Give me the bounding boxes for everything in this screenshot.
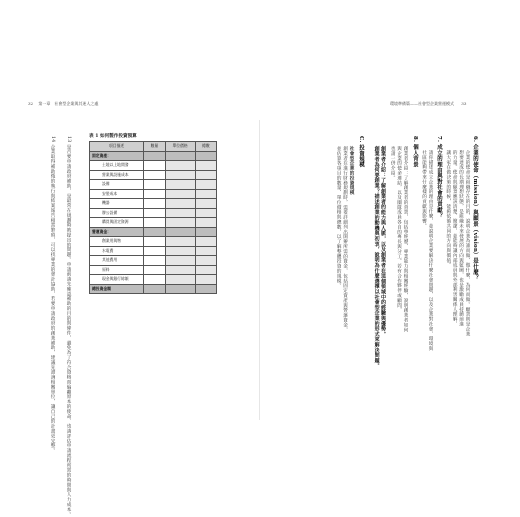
row-cell bbox=[165, 208, 195, 218]
row-cell bbox=[144, 246, 165, 256]
row-label: 機器 bbox=[90, 199, 144, 209]
row-cell bbox=[144, 227, 165, 237]
table-row bbox=[90, 218, 217, 228]
table-header-row bbox=[90, 142, 217, 152]
row-cell bbox=[195, 208, 216, 218]
row-label: 土地以上地開發 bbox=[90, 161, 144, 171]
investment-budget-table bbox=[89, 141, 217, 294]
row-cell bbox=[195, 256, 216, 266]
table-row bbox=[90, 170, 217, 180]
footnote-13: 13 是否要申請政府補助，是最常在規劃時被提出的問題。申請前請先確認補助的目的與條件，避免為了符合資格而偏離原本的使命，也請評估申請流程所需的時間與人力成本。 bbox=[66, 136, 71, 517]
table-row bbox=[90, 208, 217, 218]
row-cell bbox=[165, 151, 195, 161]
left-running-title: 第一章 社會型企業與其迷人之處 bbox=[38, 101, 99, 106]
row-label: 創業用與物 bbox=[90, 237, 144, 247]
row-label: 購買與固定資源 bbox=[90, 218, 144, 228]
row-label: 營運資金： bbox=[90, 227, 144, 237]
row-cell bbox=[165, 284, 195, 294]
row-cell bbox=[195, 161, 216, 171]
row-cell bbox=[165, 275, 195, 285]
row-cell bbox=[144, 275, 165, 285]
table-title: 表 1 如何製作投資預算 bbox=[89, 134, 137, 139]
row-cell bbox=[144, 208, 165, 218]
row-cell bbox=[144, 180, 165, 190]
col-header-unit-price: 單位價格 bbox=[165, 142, 195, 152]
row-cell bbox=[195, 189, 216, 199]
row-cell bbox=[144, 256, 165, 266]
section-c-body: 社會型企業的投資規模 創業者在進行財務規劃時，需要詳細列出開辦所需的資金，包括固定資產與營運資金， 並估算各項目的數量、單位價格與總數，以了解整體投資的規模。 bbox=[336, 146, 354, 333]
row-label: 固定資產： bbox=[90, 151, 144, 161]
row-cell bbox=[195, 180, 216, 190]
table-row bbox=[90, 275, 217, 285]
row-cell bbox=[144, 265, 165, 275]
row-cell bbox=[165, 199, 195, 209]
row-cell bbox=[144, 237, 165, 247]
row-label: 安裝成本 bbox=[90, 189, 144, 199]
col-header-item: 項目描述 bbox=[90, 142, 144, 152]
row-cell bbox=[165, 180, 195, 190]
row-label: 營業與設施成本 bbox=[90, 170, 144, 180]
row-cell bbox=[195, 275, 216, 285]
row-label: 水電費 bbox=[90, 246, 144, 256]
row-cell bbox=[144, 284, 165, 294]
row-label: 設備 bbox=[90, 180, 144, 190]
row-cell bbox=[195, 237, 216, 247]
section-c-title: C. 投資規模 bbox=[358, 136, 364, 168]
row-cell bbox=[144, 161, 165, 171]
row-label: 其他費用 bbox=[90, 256, 144, 266]
table-row bbox=[90, 189, 217, 199]
row-cell bbox=[165, 218, 195, 228]
section-8-extra: 創業者介紹：了解創業者的能力與人脈，以及創業者在這個領域中的經驗與優勢。 創業者為何要創業？描述創業的動機與初衷，說明為什麼選擇以社會型企業的形式來解決問題。 bbox=[373, 146, 386, 369]
row-cell bbox=[144, 218, 165, 228]
table-row bbox=[90, 256, 217, 266]
row-cell bbox=[144, 199, 165, 209]
table-row bbox=[90, 161, 217, 171]
row-cell bbox=[195, 170, 216, 180]
table-row bbox=[90, 180, 217, 190]
row-cell bbox=[195, 199, 216, 209]
row-cell bbox=[165, 227, 195, 237]
row-label: 總投資金額 bbox=[90, 284, 144, 294]
row-cell bbox=[195, 265, 216, 275]
row-cell bbox=[195, 246, 216, 256]
row-cell bbox=[165, 170, 195, 180]
row-label: 現金與銀行餘額 bbox=[90, 275, 144, 285]
table-row bbox=[90, 265, 217, 275]
row-cell bbox=[195, 218, 216, 228]
table-row bbox=[90, 199, 217, 209]
section-6-title: 6. 企業的使命（mission）與願景（vision）是什麼？ bbox=[472, 136, 478, 281]
row-cell bbox=[144, 151, 165, 161]
right-page-number: 33 bbox=[461, 101, 467, 106]
left-page-number: 32 bbox=[28, 101, 34, 106]
row-cell bbox=[195, 227, 216, 237]
right-page bbox=[260, 0, 520, 500]
table-body bbox=[90, 151, 217, 294]
col-header-total: 總數 bbox=[195, 142, 216, 152]
row-cell bbox=[165, 246, 195, 256]
table-row bbox=[90, 284, 217, 294]
row-cell bbox=[195, 284, 216, 294]
table-row bbox=[90, 151, 217, 161]
left-page-header bbox=[28, 101, 98, 107]
section-8-title: 8. 個人背景 bbox=[412, 136, 418, 168]
row-label: 辦公設備 bbox=[90, 208, 144, 218]
row-cell bbox=[165, 189, 195, 199]
row-cell bbox=[165, 237, 195, 247]
right-running-title: 環境準備篇——社會型企業營運模式 bbox=[390, 101, 454, 106]
row-cell bbox=[144, 189, 165, 199]
table-row bbox=[90, 246, 217, 256]
row-cell bbox=[165, 256, 195, 266]
table-row bbox=[90, 237, 217, 247]
section-8-body: 創業者介紹：了解創業者的背景，包括學經歷、專業能力與相關經驗，說明創業者如何 與企業的使命連結，以及團隊成員各自的專長與分工。若有合作夥伴或顧問， 也請一併介紹。 bbox=[390, 146, 408, 333]
row-cell bbox=[195, 151, 216, 161]
row-label: 原料 bbox=[90, 265, 144, 275]
section-7-body: 請你描述成立企業的理由是什麼，並說明企業要解決什麼社會問題，以及企業對社會、環境與 社區能夠帶來什麼樣的貢獻與影響。 bbox=[421, 150, 433, 351]
section-7-title: 7. 成立的理由與對社會的貢獻？ bbox=[436, 136, 442, 219]
col-header-qty: 數量 bbox=[144, 142, 165, 152]
row-cell bbox=[144, 170, 165, 180]
table-row bbox=[90, 227, 217, 237]
section-6-body: 企業的使命是組織存在的目的，說明企業為誰而做、做什麼、為何而做。願景則是企業 想要達成的長期理想狀態，是組織未來發展的方向與藍圖，也是激勵成員持續前進 的力量。使命與願景應該清楚、簡潔，並能夠讓內部成員與外部利害關係人理解， 讓大家在做決策的時候，能夠依循共同的方向與價值。 bbox=[445, 150, 470, 337]
footnote-14: 14 企業取得補助後的執行與結案報告相當繁瑣，可以找專業的會計協助，若要申請政府的創業補助，建議先諮詢相關單位，讓自己的計畫更完整。 bbox=[50, 136, 55, 453]
row-cell bbox=[165, 161, 195, 171]
right-page-header bbox=[390, 101, 466, 107]
row-cell bbox=[165, 265, 195, 275]
